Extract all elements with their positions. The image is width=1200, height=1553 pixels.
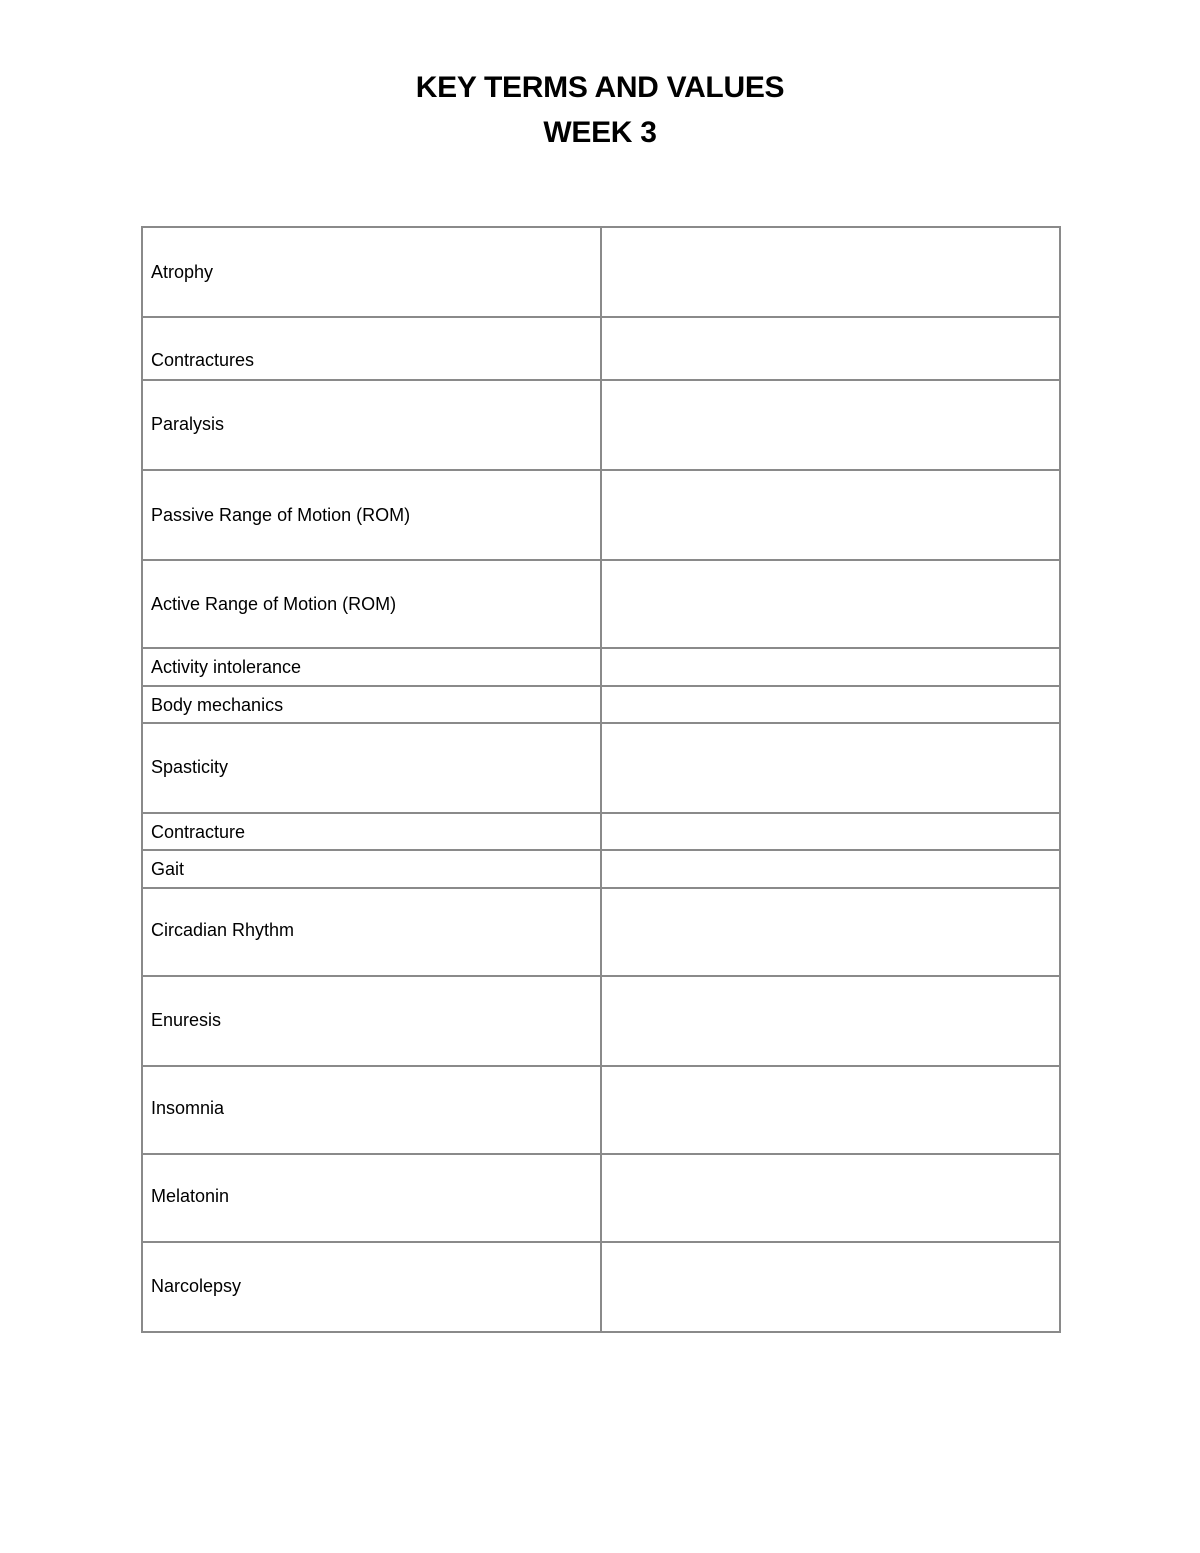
value-cell[interactable] [601,1154,1060,1242]
table-row [142,723,1060,813]
term-cell: Spasticity [142,723,601,813]
term-cell: Melatonin [142,1154,601,1242]
value-cell[interactable] [601,1242,1060,1332]
term-cell: Contracture [142,813,601,850]
value-cell[interactable] [601,648,1060,686]
value-cell[interactable] [601,976,1060,1066]
term-cell: Gait [142,850,601,888]
term-cell: Active Range of Motion (ROM) [142,560,601,648]
term-cell: Body mechanics [142,686,601,723]
value-cell[interactable] [601,850,1060,888]
table-row [142,227,1060,317]
table-row [142,1154,1060,1242]
value-cell[interactable] [601,723,1060,813]
value-cell[interactable] [601,380,1060,470]
table-row [142,470,1060,560]
table-row [142,560,1060,648]
table-row [142,888,1060,976]
term-cell: Paralysis [142,380,601,470]
value-cell[interactable] [601,227,1060,317]
term-cell: Atrophy [142,227,601,317]
value-cell[interactable] [601,1066,1060,1154]
term-cell: Passive Range of Motion (ROM) [142,470,601,560]
table-row [142,317,1060,380]
key-terms-table [141,226,1061,1333]
value-cell[interactable] [601,888,1060,976]
table-row [142,1066,1060,1154]
value-cell[interactable] [601,317,1060,380]
value-cell[interactable] [601,813,1060,850]
value-cell[interactable] [601,470,1060,560]
table-row [142,850,1060,888]
document-title: KEY TERMS AND VALUES [415,71,785,104]
term-cell: Activity intolerance [142,648,601,686]
value-cell[interactable] [601,686,1060,723]
term-cell: Contractures [142,317,601,380]
term-cell: Narcolepsy [142,1242,601,1332]
term-cell: Circadian Rhythm [142,888,601,976]
document-subtitle: WEEK 3 [543,116,657,149]
table-row [142,686,1060,723]
term-cell: Insomnia [142,1066,601,1154]
table-row [142,813,1060,850]
term-cell: Enuresis [142,976,601,1066]
value-cell[interactable] [601,560,1060,648]
table-row [142,1242,1060,1332]
table-row [142,380,1060,470]
table-row [142,648,1060,686]
table-row [142,976,1060,1066]
